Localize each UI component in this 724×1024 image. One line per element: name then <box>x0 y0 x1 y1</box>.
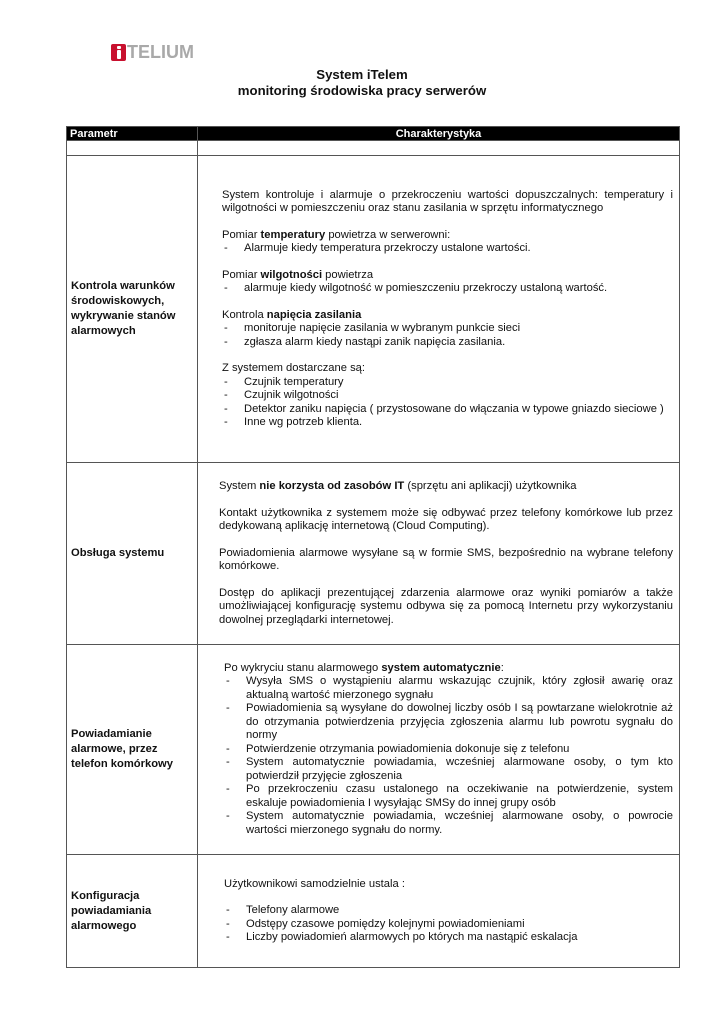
list-item: - zgłasza alarm kiedy nastąpi zanik napięcia zasilania. <box>222 336 673 350</box>
row-content <box>198 463 680 645</box>
document-subtitle: monitoring środowiska pracy serwerów <box>237 83 487 98</box>
paragraph: Kontakt użytkownika z systemem może się odbywać przez telefony komórkowe lub przez dedykowaną aplikację internetową (Cloud Computing). <box>219 506 673 532</box>
bullet-list <box>224 904 673 945</box>
list-item: - Detektor zaniku napięcia ( przystosowane do włączania w typowe gniazdo sieciowe ) <box>222 403 673 417</box>
list-item: - Alarmuje kiedy temperatura przekroczy ustalone wartości. <box>222 242 673 256</box>
paragraph: Dostęp do aplikacji prezentującej zdarzenia alarmowe oraz wyniki pomiarów a także umożliwiającej konfigurację systemu odbywa się za pomocą Internetu przy wykorzystaniu dowolnej przeglądarki internetowej. <box>219 586 673 626</box>
header-charakterystyka: Charakterystyka <box>198 127 680 141</box>
spec-table <box>66 126 680 968</box>
list-item: - System automatycznie powiadamia, wcześniej alarmowane osoby, o powrocie wartości mierzonego sygnału do normy. <box>224 810 673 837</box>
list-item: - Telefony alarmowe <box>224 904 673 918</box>
row-label: Kontrola warunków środowiskowych, wykrywanie stanów alarmowych <box>67 156 198 463</box>
table-row <box>67 645 680 855</box>
row-label: Powiadamianie alarmowe, przez telefon komórkowy <box>67 645 198 855</box>
logo-text: TELIUM <box>127 41 194 62</box>
paragraph: System nie korzysta od zasobów IT (sprzętu ani aplikacji) użytkownika <box>219 480 577 492</box>
list-item: - monitoruje napięcie zasilania w wybranym punkcie sieci <box>222 322 673 336</box>
paragraph: Powiadomienia alarmowe wysyłane są w formie SMS, bezpośrednio na wybrane telefony komórkowe. <box>219 546 673 572</box>
bullet-list <box>224 675 673 837</box>
row-content <box>198 645 680 855</box>
logo-i-mark-icon <box>111 44 126 61</box>
paragraph: Pomiar temperatury powietrza w serwerowni: <box>222 228 451 241</box>
list-item: - alarmuje kiedy wilgotność w pomieszczeniu przekroczy ustaloną wartość. <box>222 282 673 296</box>
bullet-list <box>222 282 673 296</box>
list-item: - Czujnik temperatury <box>222 376 673 390</box>
paragraph: Kontrola napięcia zasilania <box>222 308 362 321</box>
list-item: - Wysyła SMS o wystąpieniu alarmu wskazując czujnik, który zgłosił awarię oraz aktualną wartość mierzonego sygnału <box>224 675 673 702</box>
document-title: System iTelem <box>316 67 408 82</box>
paragraph: System kontroluje i alarmuje o przekroczeniu wartości dopuszczalnych: temperatury i wilgotności w pomieszczeniu oraz stanu zasilania w sprzętu informatycznego <box>222 188 673 214</box>
paragraph: Po wykryciu stanu alarmowego system automatycznie: <box>224 661 504 674</box>
row-label: Obsługa systemu <box>67 463 198 645</box>
list-item: - Powiadomienia są wysyłane do dowolnej liczby osób I są powtarzane wielokrotnie aż do otrzymania potwierdzenia przyjęcia zgłoszenia alarmu lub powrotu sygnału do normy <box>224 702 673 743</box>
row-content <box>198 855 680 968</box>
table-row <box>67 156 680 463</box>
bullet-list <box>222 242 673 256</box>
itelium-logo <box>111 42 194 62</box>
paragraph: Użytkownikowi samodzielnie ustala : <box>224 877 405 890</box>
list-item: - Czujnik wilgotności <box>222 389 673 403</box>
header-parametr: Parametr <box>67 127 198 141</box>
spacer-row <box>67 141 680 156</box>
row-content <box>198 156 680 463</box>
table-row <box>67 855 680 968</box>
row-label: Konfiguracja powiadamiania alarmowego <box>67 855 198 968</box>
list-item: - Inne wg potrzeb klienta. <box>222 416 673 430</box>
table-row <box>67 463 680 645</box>
list-item: - System automatycznie powiadamia, wcześniej alarmowane osoby, o tym kto potwierdził przyjęcie zgłoszenia <box>224 756 673 783</box>
bullet-list <box>222 376 673 430</box>
list-item: - Liczby powiadomień alarmowych po których ma nastąpić eskalacja <box>224 931 673 945</box>
table-header-row <box>67 127 680 141</box>
list-item: - Odstępy czasowe pomiędzy kolejnymi powiadomieniami <box>224 918 673 932</box>
paragraph: Z systemem dostarczane są: <box>222 362 366 374</box>
bullet-list <box>222 322 673 349</box>
list-item: - Potwierdzenie otrzymania powiadomienia dokonuje się z telefonu <box>224 743 673 757</box>
paragraph: Pomiar wilgotności powietrza <box>222 268 374 281</box>
list-item: - Po przekroczeniu czasu ustalonego na oczekiwanie na potwierdzenie, system eskaluje powiadomienia I wysyłając SMSy do innej grupy osób <box>224 783 673 810</box>
